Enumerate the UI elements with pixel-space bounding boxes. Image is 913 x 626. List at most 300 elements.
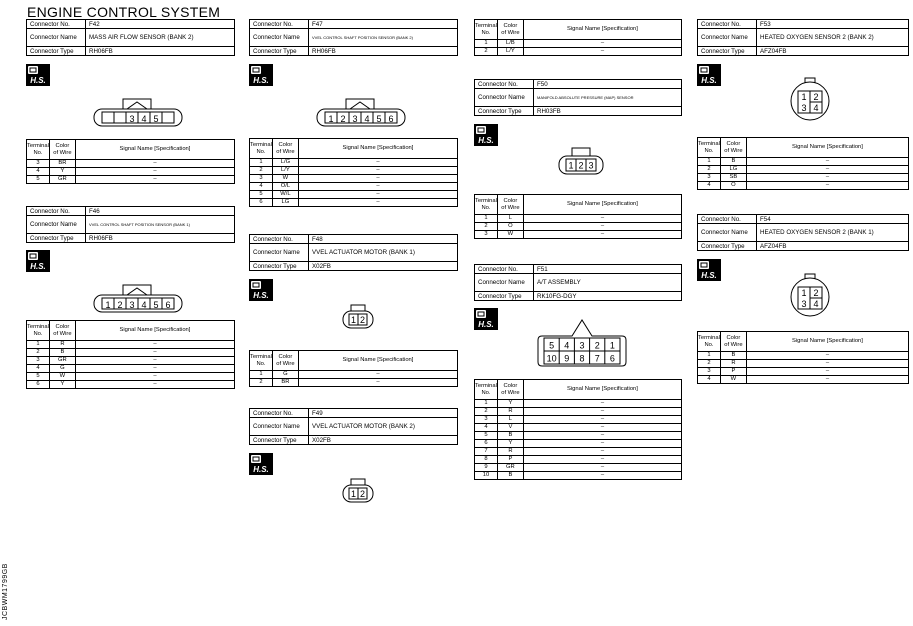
pin-number: 1 xyxy=(609,340,615,351)
table-row xyxy=(250,175,458,183)
terminal-no-header: Terminal No. xyxy=(27,321,50,341)
terminal-number: 2 xyxy=(475,48,498,56)
terminal-number: 4 xyxy=(698,376,721,384)
signal-name: – xyxy=(75,341,234,349)
terminal-number: 2 xyxy=(475,408,498,416)
signal-table-F53 xyxy=(697,137,909,190)
terminal-number: 3 xyxy=(250,175,273,183)
wire-color: LG xyxy=(720,166,746,174)
table-row xyxy=(27,176,235,184)
wire-color: L/G xyxy=(272,159,298,167)
terminal-number: 2 xyxy=(27,349,50,357)
connector-no-label: Connector No. xyxy=(475,80,534,89)
figure-id: JCBWM1799GB xyxy=(2,563,9,620)
pin-number: 5 xyxy=(153,114,159,124)
signal-name: – xyxy=(298,371,457,379)
terminal-number: 1 xyxy=(27,341,50,349)
wire-color: B xyxy=(497,432,523,440)
connector-face-F53 xyxy=(789,77,831,121)
hs-label: H.S. xyxy=(701,76,717,85)
pin-number: 8 xyxy=(579,353,585,364)
wire-color: B xyxy=(49,349,75,357)
connector-number: F54 xyxy=(757,215,909,224)
connector-number: F49 xyxy=(309,409,458,418)
wire-color: SB xyxy=(720,174,746,182)
table-row xyxy=(475,40,682,48)
connector-type: RH03FB xyxy=(534,107,682,116)
terminal-number: 2 xyxy=(698,166,721,174)
terminal-no-header: Terminal No. xyxy=(475,380,498,400)
wire-color-header: Color of Wire xyxy=(720,138,746,158)
pin-number: 9 xyxy=(564,353,570,364)
wire-color: W xyxy=(497,231,523,239)
terminal-number: 1 xyxy=(475,215,498,223)
terminal-number: 8 xyxy=(475,456,498,464)
connector-type: RH06FB xyxy=(309,47,458,56)
terminal-number: 1 xyxy=(698,352,721,360)
signal-name: – xyxy=(523,440,681,448)
connector-type: AFZ04FB xyxy=(757,242,909,251)
table-row xyxy=(27,365,235,373)
table-row xyxy=(698,158,909,166)
signal-name: – xyxy=(746,158,908,166)
table-row xyxy=(475,432,682,440)
harness-side-icon xyxy=(697,259,721,281)
pin-number: 4 xyxy=(141,300,147,310)
wire-color: BR xyxy=(49,160,75,168)
wire-color: Y xyxy=(497,400,523,408)
signal-table-F50 xyxy=(474,194,682,239)
pin-number: 5 xyxy=(153,300,159,310)
signal-name: – xyxy=(75,357,234,365)
terminal-number: 2 xyxy=(250,379,273,387)
connector-name-label: Connector Name xyxy=(698,29,757,47)
wire-color-header: Color of Wire xyxy=(497,380,523,400)
table-row xyxy=(475,215,682,223)
signal-name: – xyxy=(746,166,908,174)
connector-no-label: Connector No. xyxy=(250,409,309,418)
terminal-number: 3 xyxy=(475,231,498,239)
signal-name: – xyxy=(746,368,908,376)
signal-name: – xyxy=(298,167,457,175)
signal-table-F54 xyxy=(697,331,909,384)
terminal-number: 3 xyxy=(27,357,50,365)
wire-color-header: Color of Wire xyxy=(497,195,523,215)
wire-color: W xyxy=(720,376,746,384)
table-row xyxy=(698,376,909,384)
signal-name-header: Signal Name [Specification] xyxy=(523,20,681,40)
pin-number: 2 xyxy=(359,315,366,325)
table-row xyxy=(475,400,682,408)
connector-type-label: Connector Type xyxy=(250,436,309,445)
table-row xyxy=(475,223,682,231)
pin-number: 6 xyxy=(388,114,394,124)
wire-color: L/B xyxy=(497,40,523,48)
terminal-number: 3 xyxy=(27,160,50,168)
wire-color: LG xyxy=(272,199,298,207)
table-row xyxy=(27,381,235,389)
signal-name: – xyxy=(523,400,681,408)
wire-color-header: Color of Wire xyxy=(720,332,746,352)
terminal-number: 1 xyxy=(698,158,721,166)
harness-side-icon xyxy=(26,250,50,272)
wire-color-header: Color of Wire xyxy=(49,140,75,160)
connector-name-label: Connector Name xyxy=(27,29,86,47)
hs-label: H.S. xyxy=(701,271,717,280)
connector-info-F47 xyxy=(249,19,458,56)
terminal-no-header: Terminal No. xyxy=(250,351,273,371)
harness-side-icon xyxy=(249,279,273,301)
table-row xyxy=(250,199,458,207)
signal-name: – xyxy=(523,48,681,56)
wire-color: B xyxy=(720,352,746,360)
signal-name-header: Signal Name [Specification] xyxy=(298,139,457,159)
pin-number: 2 xyxy=(578,160,584,171)
wire-color: O/L xyxy=(272,183,298,191)
wire-color: W/L xyxy=(272,191,298,199)
wire-color: GR xyxy=(49,176,75,184)
pin-number: 4 xyxy=(564,340,570,351)
signal-name: – xyxy=(523,408,681,416)
connector-type-label: Connector Type xyxy=(698,242,757,251)
connector-number: F42 xyxy=(86,20,235,29)
harness-side-icon xyxy=(474,308,498,330)
pin-number: 1 xyxy=(328,114,334,124)
connector-name-label: Connector Name xyxy=(27,216,86,234)
connector-name-label: Connector Name xyxy=(250,418,309,436)
signal-name: – xyxy=(298,379,457,387)
connector-name: VVEL CONTROL SHAFT POSITION SENSOR (BANK 2) xyxy=(309,29,458,47)
signal-name: – xyxy=(746,360,908,368)
terminal-number: 7 xyxy=(475,448,498,456)
pin-number: 3 xyxy=(801,103,807,113)
terminal-number: 4 xyxy=(475,424,498,432)
terminal-no-header: Terminal No. xyxy=(698,332,721,352)
connector-name-label: Connector Name xyxy=(475,274,534,292)
signal-name: – xyxy=(523,456,681,464)
table-row xyxy=(475,448,682,456)
table-row xyxy=(27,373,235,381)
pin-number: 4 xyxy=(141,114,147,124)
harness-side-icon xyxy=(249,64,273,86)
connector-info-F49 xyxy=(249,408,458,445)
hs-label: H.S. xyxy=(30,262,46,271)
connector-number: F48 xyxy=(309,235,458,244)
terminal-number: 4 xyxy=(27,168,50,176)
signal-name: – xyxy=(523,416,681,424)
connector-number: F47 xyxy=(309,20,458,29)
terminal-number: 5 xyxy=(27,373,50,381)
table-row xyxy=(698,174,909,182)
table-row xyxy=(250,167,458,175)
terminal-no-header: Terminal No. xyxy=(250,139,273,159)
table-row xyxy=(475,456,682,464)
connector-no-label: Connector No. xyxy=(250,20,309,29)
table-row xyxy=(698,352,909,360)
connector-type: RH06FB xyxy=(86,234,235,243)
pin-number: 6 xyxy=(609,353,615,364)
connector-type: X02FB xyxy=(309,262,458,271)
connector-name-label: Connector Name xyxy=(250,244,309,262)
pin-number: 1 xyxy=(350,489,357,499)
table-row xyxy=(250,371,458,379)
connector-face-F46 xyxy=(93,283,183,314)
connector-name-label: Connector Name xyxy=(475,89,534,107)
signal-name: – xyxy=(746,174,908,182)
terminal-number: 2 xyxy=(475,223,498,231)
signal-name: – xyxy=(523,40,681,48)
wire-color: O xyxy=(720,182,746,190)
terminal-number: 4 xyxy=(698,182,721,190)
connector-face-F42 xyxy=(93,97,183,128)
terminal-number: 2 xyxy=(250,167,273,175)
table-row xyxy=(27,341,235,349)
wire-color: R xyxy=(497,408,523,416)
signal-name: – xyxy=(75,373,234,381)
wire-color: L xyxy=(497,416,523,424)
connector-name: VVEL ACTUATOR MOTOR (BANK 1) xyxy=(309,244,458,262)
signal-name: – xyxy=(298,199,457,207)
terminal-number: 5 xyxy=(27,176,50,184)
connector-name: MASS AIR FLOW SENSOR (BANK 2) xyxy=(86,29,235,47)
wire-color: P xyxy=(720,368,746,376)
hs-label: H.S. xyxy=(478,320,494,329)
connector-name-label: Connector Name xyxy=(250,29,309,47)
signal-name: – xyxy=(298,175,457,183)
table-row xyxy=(698,166,909,174)
connector-no-label: Connector No. xyxy=(27,20,86,29)
signal-name: – xyxy=(298,159,457,167)
connector-name: VVEL ACTUATOR MOTOR (BANK 2) xyxy=(309,418,458,436)
pin-number: 2 xyxy=(813,288,819,298)
table-row xyxy=(250,159,458,167)
table-row xyxy=(27,168,235,176)
connector-number: F51 xyxy=(534,265,682,274)
table-row xyxy=(475,472,682,480)
terminal-number: 6 xyxy=(27,381,50,389)
signal-name: – xyxy=(75,176,234,184)
connector-no-label: Connector No. xyxy=(698,20,757,29)
signal-name: – xyxy=(523,424,681,432)
connector-type-label: Connector Type xyxy=(698,47,757,56)
wire-color: Y xyxy=(497,440,523,448)
harness-side-icon xyxy=(249,453,273,475)
table-row xyxy=(475,424,682,432)
signal-table-F48 xyxy=(249,350,458,387)
terminal-no-header: Terminal No. xyxy=(698,138,721,158)
connector-no-label: Connector No. xyxy=(250,235,309,244)
terminal-number: 3 xyxy=(475,416,498,424)
wire-color: R xyxy=(497,448,523,456)
signal-name: – xyxy=(523,231,681,239)
wire-color-header: Color of Wire xyxy=(49,321,75,341)
table-row xyxy=(27,160,235,168)
signal-table-F46 xyxy=(26,320,235,389)
wire-color: L xyxy=(497,215,523,223)
connector-info-F46 xyxy=(26,206,235,243)
terminal-number: 1 xyxy=(475,40,498,48)
connector-name: MANIFOLD ABSOLUTE PRESSURE (MAP) SENSOR xyxy=(534,89,682,107)
pin-number: 3 xyxy=(588,160,594,171)
table-row xyxy=(698,368,909,376)
table-row xyxy=(475,440,682,448)
terminal-number: 3 xyxy=(698,368,721,376)
terminal-number: 1 xyxy=(250,371,273,379)
signal-name-header: Signal Name [Specification] xyxy=(746,332,908,352)
wire-color: R xyxy=(49,341,75,349)
pin-number: 5 xyxy=(549,340,555,351)
wire-color: GR xyxy=(49,357,75,365)
wire-color: V xyxy=(497,424,523,432)
pin-number: 3 xyxy=(352,114,358,124)
connector-face-F54 xyxy=(789,273,831,317)
connector-type-label: Connector Type xyxy=(250,47,309,56)
signal-name: – xyxy=(523,223,681,231)
signal-name: – xyxy=(75,349,234,357)
connector-no-label: Connector No. xyxy=(698,215,757,224)
connector-face-F48 xyxy=(342,303,374,333)
signal-name: – xyxy=(523,472,681,480)
wire-color: G xyxy=(49,365,75,373)
wire-color: W xyxy=(49,373,75,381)
pin-number: 1 xyxy=(568,160,574,171)
signal-name: – xyxy=(75,160,234,168)
table-row xyxy=(698,182,909,190)
signal-name-header: Signal Name [Specification] xyxy=(746,138,908,158)
connector-name: VVEL CONTROL SHAFT POSITION SENSOR (BANK 1) xyxy=(86,216,235,234)
harness-side-icon xyxy=(697,64,721,86)
wire-color-header: Color of Wire xyxy=(497,20,523,40)
hs-label: H.S. xyxy=(30,76,46,85)
pin-number: 1 xyxy=(350,315,357,325)
terminal-number: 10 xyxy=(475,472,498,480)
pin-number: 1 xyxy=(801,92,807,102)
terminal-number: 1 xyxy=(250,159,273,167)
wire-color: GR xyxy=(497,464,523,472)
wire-color-header: Color of Wire xyxy=(272,351,298,371)
connector-info-F51 xyxy=(474,264,682,301)
table-row xyxy=(250,183,458,191)
pin-number: 2 xyxy=(813,92,819,102)
signal-name: – xyxy=(75,381,234,389)
wire-color: R xyxy=(720,360,746,368)
signal-name: – xyxy=(523,215,681,223)
signal-name: – xyxy=(298,183,457,191)
table-row xyxy=(250,191,458,199)
connector-name: HEATED OXYGEN SENSOR 2 (BANK 1) xyxy=(757,224,909,242)
connector-face-F47 xyxy=(316,97,406,128)
terminal-no-header: Terminal No. xyxy=(475,20,498,40)
pin-number: 4 xyxy=(813,103,819,113)
signal-table-F51 xyxy=(474,379,682,480)
wire-color-header: Color of Wire xyxy=(272,139,298,159)
page-title: ENGINE CONTROL SYSTEM xyxy=(27,4,221,20)
signal-name: – xyxy=(746,182,908,190)
connector-type-label: Connector Type xyxy=(27,47,86,56)
pin-number: 4 xyxy=(364,114,370,124)
table-row xyxy=(27,357,235,365)
connector-info-F53 xyxy=(697,19,909,56)
connector-face-F50 xyxy=(558,146,604,176)
pin-number: 3 xyxy=(129,300,135,310)
terminal-number: 3 xyxy=(698,174,721,182)
pin-number: 5 xyxy=(376,114,382,124)
pin-number: 1 xyxy=(105,300,111,310)
table-row xyxy=(475,231,682,239)
pin-number: 3 xyxy=(129,114,135,124)
connector-no-label: Connector No. xyxy=(475,265,534,274)
harness-side-icon xyxy=(474,124,498,146)
pin-number: 2 xyxy=(117,300,123,310)
terminal-number: 5 xyxy=(475,432,498,440)
connector-name-label: Connector Name xyxy=(698,224,757,242)
connector-name: HEATED OXYGEN SENSOR 2 (BANK 2) xyxy=(757,29,909,47)
connector-type: RH06FB xyxy=(86,47,235,56)
pin-number: 3 xyxy=(579,340,585,351)
signal-name-header: Signal Name [Specification] xyxy=(75,140,234,160)
terminal-no-header: Terminal No. xyxy=(475,195,498,215)
connector-name: A/T ASSEMBLY xyxy=(534,274,682,292)
connector-info-F42 xyxy=(26,19,235,56)
pin-number: 3 xyxy=(801,299,807,309)
pin-number: 10 xyxy=(546,353,557,364)
pin-number: 6 xyxy=(165,300,171,310)
table-row xyxy=(475,48,682,56)
signal-name: – xyxy=(523,464,681,472)
pin-number: 4 xyxy=(813,299,819,309)
pin-number: 1 xyxy=(801,288,807,298)
connector-type: RK10FG-DGY xyxy=(534,292,682,301)
connector-number: F46 xyxy=(86,207,235,216)
connector-info-F54 xyxy=(697,214,909,251)
terminal-number: 1 xyxy=(475,400,498,408)
signal-table-unnamed xyxy=(474,19,682,56)
signal-name: – xyxy=(298,191,457,199)
wire-color: P xyxy=(497,456,523,464)
signal-name-header: Signal Name [Specification] xyxy=(298,351,457,371)
wire-color: BR xyxy=(272,379,298,387)
table-row xyxy=(698,360,909,368)
wire-color: Y xyxy=(49,381,75,389)
table-row xyxy=(27,349,235,357)
signal-name: – xyxy=(523,448,681,456)
signal-table-F47 xyxy=(249,138,458,207)
signal-name-header: Signal Name [Specification] xyxy=(523,195,681,215)
connector-type-label: Connector Type xyxy=(250,262,309,271)
signal-name: – xyxy=(746,376,908,384)
pin-number: 2 xyxy=(359,489,366,499)
terminal-number: 2 xyxy=(698,360,721,368)
terminal-number: 4 xyxy=(250,183,273,191)
terminal-number: 5 xyxy=(250,191,273,199)
signal-name: – xyxy=(523,432,681,440)
table-row xyxy=(475,408,682,416)
connector-info-F50 xyxy=(474,79,682,116)
hs-label: H.S. xyxy=(253,76,269,85)
wire-color: L/Y xyxy=(272,167,298,175)
hs-label: H.S. xyxy=(478,136,494,145)
wire-color: W xyxy=(272,175,298,183)
signal-name-header: Signal Name [Specification] xyxy=(523,380,681,400)
wire-color: B xyxy=(720,158,746,166)
wire-color: Y xyxy=(49,168,75,176)
signal-table-F42 xyxy=(26,139,235,184)
table-row xyxy=(475,416,682,424)
pin-number: 7 xyxy=(594,353,600,364)
pin-number: 2 xyxy=(594,340,600,351)
connector-no-label: Connector No. xyxy=(27,207,86,216)
signal-name: – xyxy=(75,365,234,373)
